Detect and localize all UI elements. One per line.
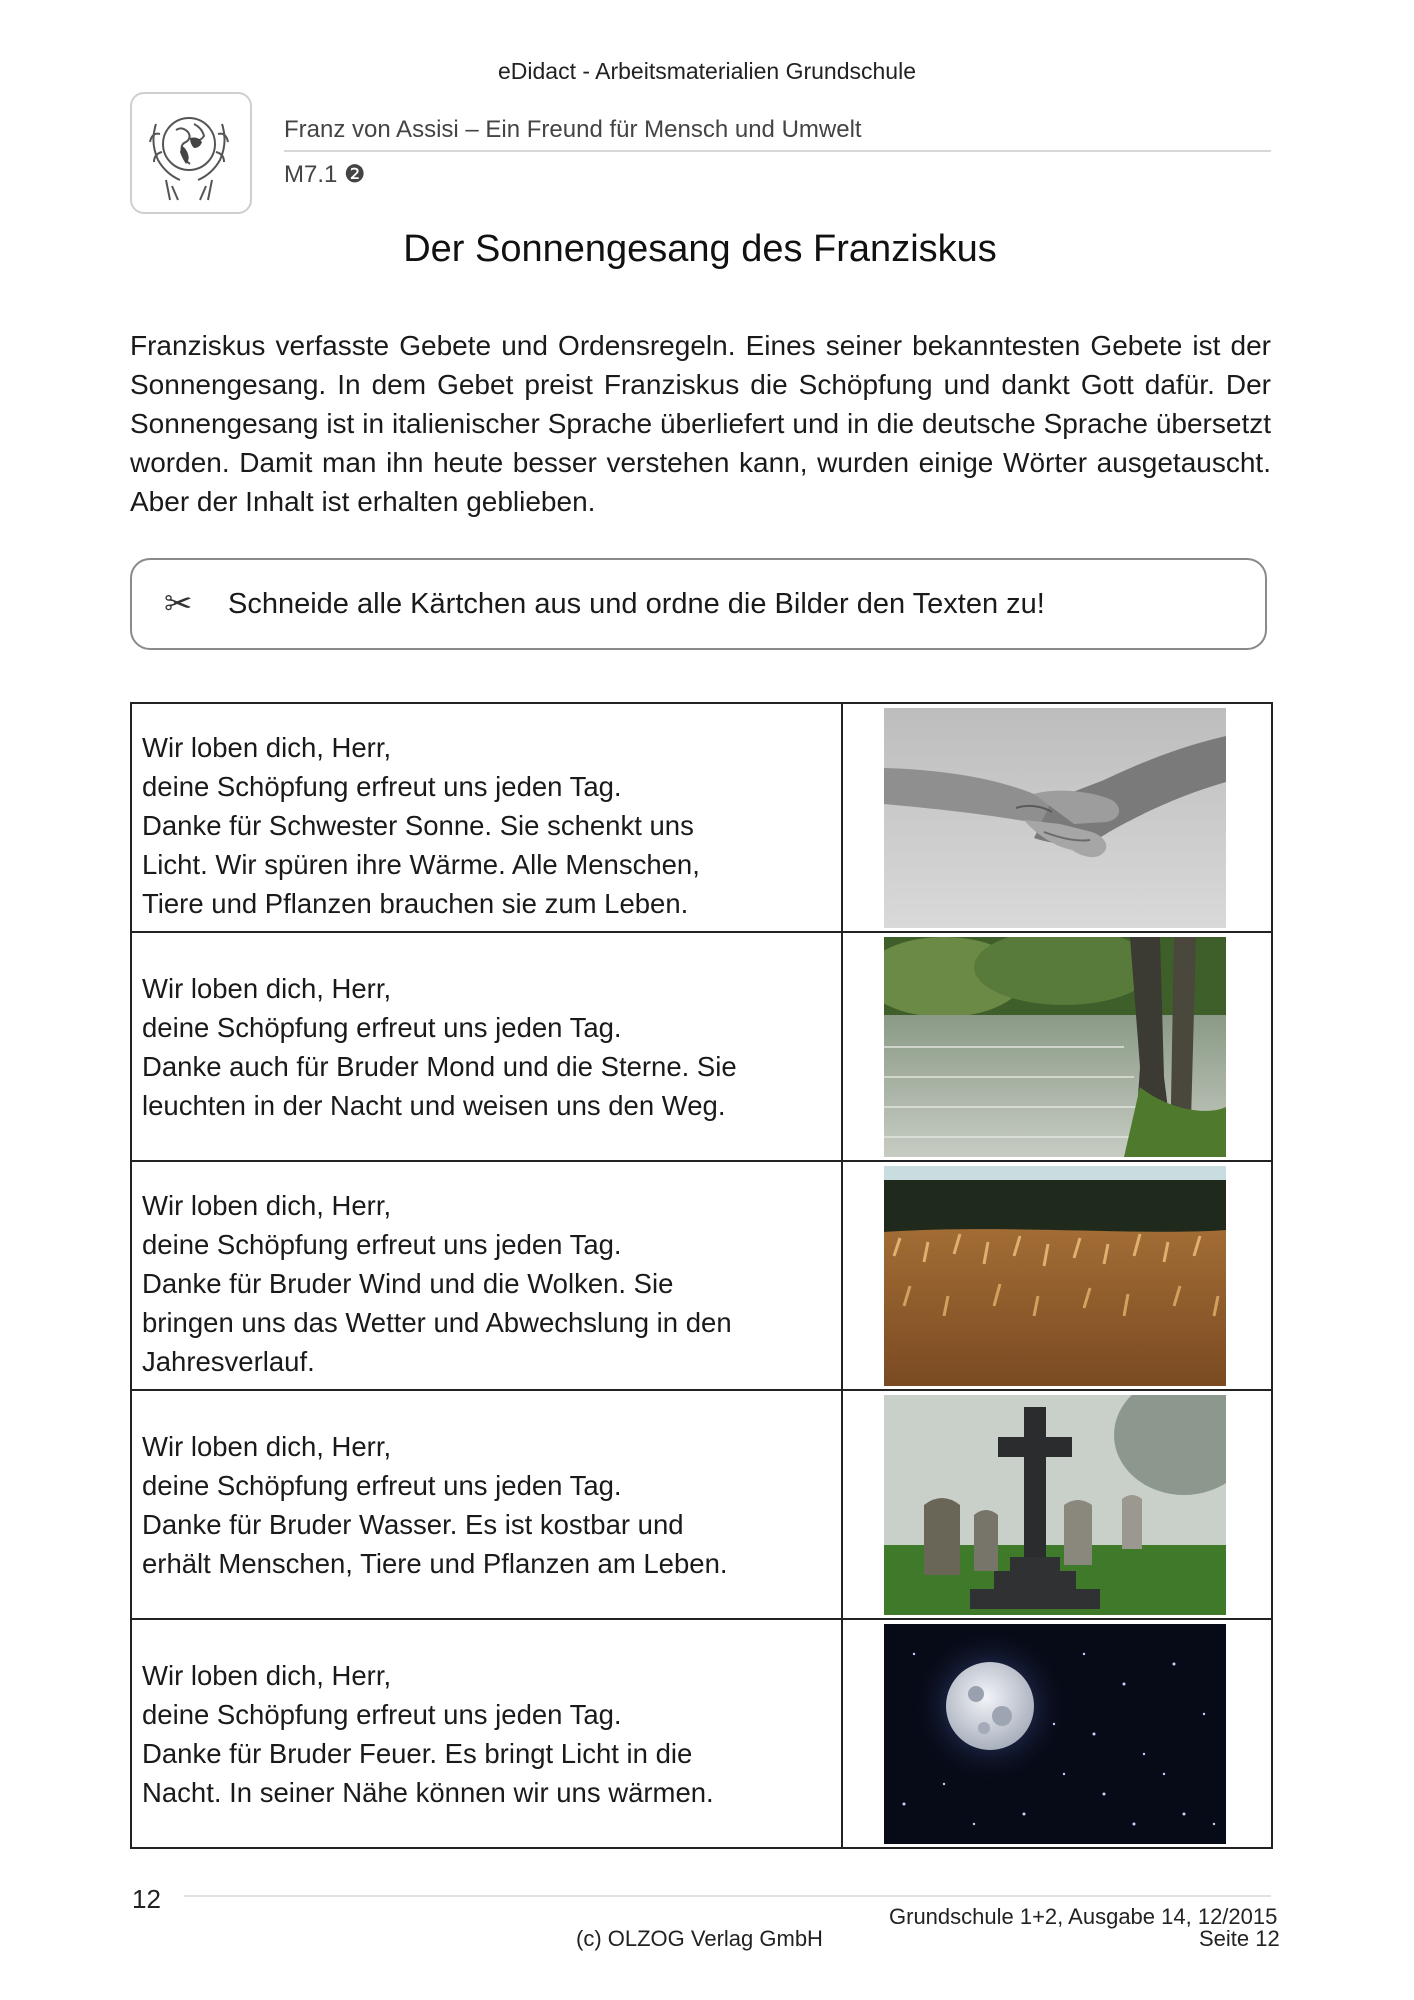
task-text: Schneide alle Kärtchen aus und ordne die Bilder den Texten zu! (228, 588, 1045, 620)
card-line: Danke für Bruder Wasser. Es ist kostbar und (142, 1508, 684, 1540)
card-row (131, 1390, 1272, 1619)
river-photo (884, 937, 1226, 1157)
card-line: Wir loben dich, Herr, (142, 1190, 392, 1221)
intro-paragraph: Franziskus verfasste Gebete und Ordensregeln. Eines seiner bekanntesten Gebete ist der Sonnengesang. In dem Gebet preist Franziskus die Schöpfung und dankt Gott dafür. Der Sonnengesang ist in italienischer Sprache überliefert und in die deutsche Sprache übersetzt worden. Damit man ihn heute besser verstehen kann, wurden einige Wörter ausgetauscht. Aber der Inhalt ist erhalten geblieben. (130, 330, 1271, 517)
globe-hands-logo (130, 92, 252, 214)
site-header: eDidact - Arbeitsmaterialien Grundschule (497, 58, 917, 84)
card-line: deine Schöpfung erfreut uns jeden Tag. (142, 1469, 622, 1501)
card-image-cell-3 (842, 1161, 1272, 1390)
card-line: Wir loben dich, Herr, (142, 972, 392, 1004)
card-text-4 (131, 1390, 842, 1619)
card-line: Danke für Bruder Wind und die Wolken. Sie (142, 1268, 674, 1299)
card-text-3 (131, 1161, 842, 1390)
card-line: leuchten in der Nacht und weisen uns den Weg. (142, 1089, 726, 1121)
scissors-icon: ✂ (164, 585, 193, 623)
card-image-cell-2 (842, 932, 1272, 1161)
card-line: deine Schöpfung erfreut uns jeden Tag. (142, 771, 622, 802)
handshake-photo (884, 708, 1226, 928)
moon-stars-photo (884, 1624, 1226, 1844)
card-line: Jahresverlauf. (142, 1346, 315, 1377)
card-line: Danke auch für Bruder Mond und die Sterne. Sie (142, 1050, 737, 1082)
card-line: erhält Menschen, Tiere und Pflanzen am Leben. (142, 1547, 728, 1579)
card-line: Licht. Wir spüren ihre Wärme. Alle Menschen, (142, 849, 700, 880)
card-line: Danke für Bruder Feuer. Es bringt Licht in die (142, 1737, 693, 1769)
card-text-1 (131, 703, 842, 932)
card-image-cell-4 (842, 1390, 1272, 1619)
card-line: Danke für Schwester Sonne. Sie schenkt uns (142, 810, 694, 841)
card-line: deine Schöpfung erfreut uns jeden Tag. (142, 1229, 622, 1260)
card-row (131, 1161, 1272, 1390)
card-text-2 (131, 932, 842, 1161)
card-line: deine Schöpfung erfreut uns jeden Tag. (142, 1011, 622, 1043)
card-text-5 (131, 1619, 842, 1848)
card-line: Nacht. In seiner Nähe können wir uns wärmen. (142, 1776, 714, 1808)
cut-out-cards-table (130, 702, 1273, 1849)
wheat-field-photo (884, 1166, 1226, 1386)
task-instruction-box (130, 558, 1267, 650)
footer-divider (184, 1895, 1271, 1897)
header-divider (284, 150, 1271, 152)
material-code: M7.1 ❷ (284, 161, 366, 188)
card-line: Wir loben dich, Herr, (142, 1659, 392, 1691)
card-row (131, 703, 1272, 932)
graveyard-cross-photo (884, 1395, 1226, 1615)
card-row (131, 932, 1272, 1161)
page-title: Der Sonnengesang des Franziskus (403, 228, 997, 270)
globe-hands-icon (132, 94, 246, 208)
card-image-cell-5 (842, 1619, 1272, 1848)
card-line: Wir loben dich, Herr, (142, 1430, 392, 1462)
series-title: Franz von Assisi – Ein Freund für Mensch und Umwelt (284, 116, 862, 143)
page-label: Seite 12 (1199, 1926, 1280, 1951)
copyright: (c) OLZOG Verlag GmbH (576, 1926, 823, 1951)
card-line: Wir loben dich, Herr, (142, 732, 392, 763)
card-line: bringen uns das Wetter und Abwechslung in den (142, 1307, 732, 1338)
card-line: Tiere und Pflanzen brauchen sie zum Leben. (142, 888, 689, 919)
card-image-cell-1 (842, 703, 1272, 932)
page-number: 12 (132, 1884, 161, 1914)
card-line: deine Schöpfung erfreut uns jeden Tag. (142, 1698, 622, 1730)
issue-info: Grundschule 1+2, Ausgabe 14, 12/2015 (889, 1904, 1278, 1929)
card-row (131, 1619, 1272, 1848)
